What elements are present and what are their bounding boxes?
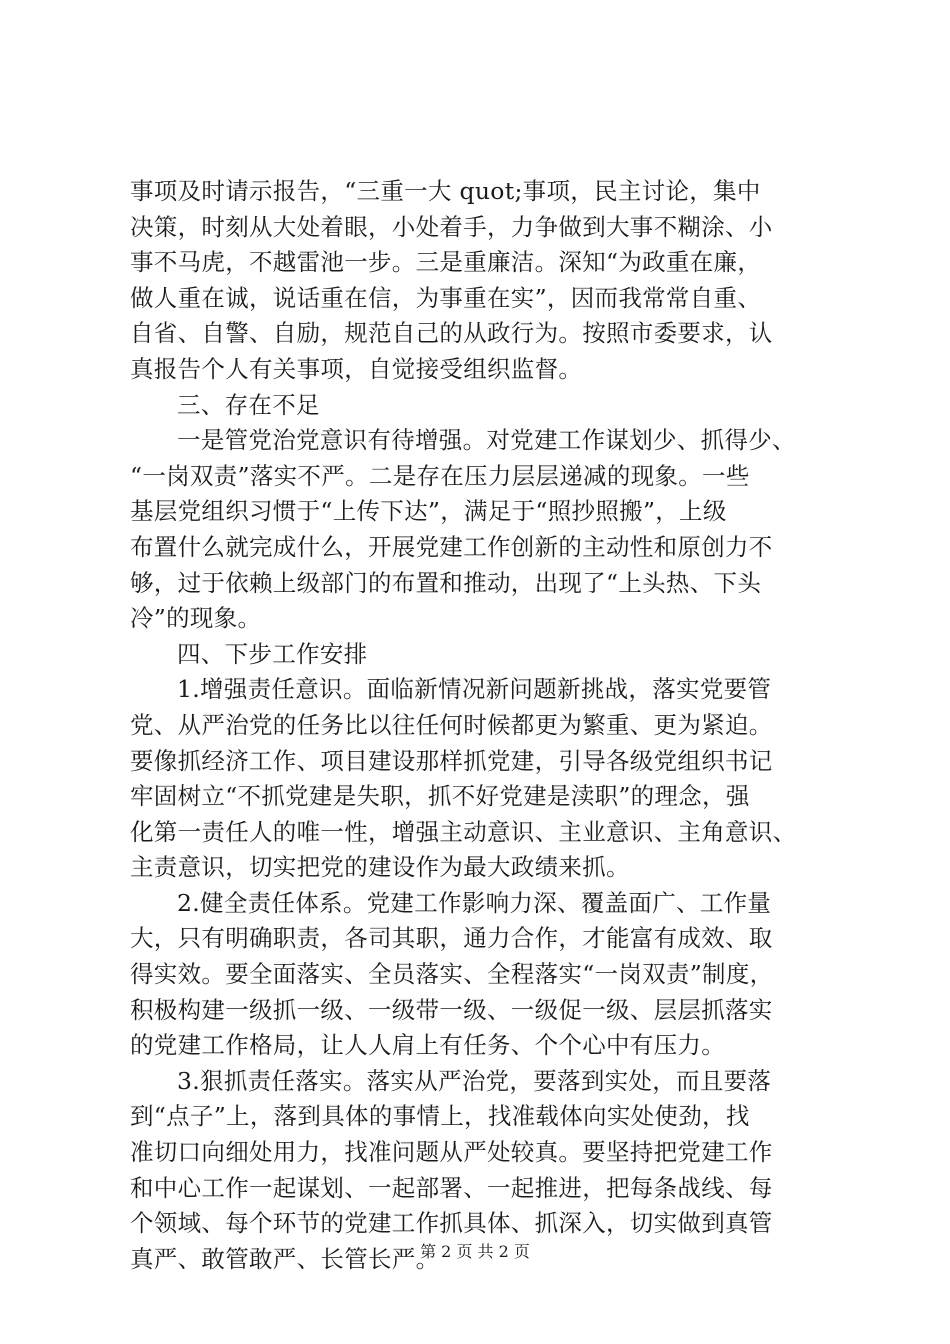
text-line: 决策，时刻从大处着眼，小处着手，力争做到大事不糊涂、小 <box>130 212 773 241</box>
text-line: 的党建工作格局，让人人肩上有任务、个个心中有压力。 <box>130 1031 725 1060</box>
text-line: 基层党组织习惯于“上传下达”，满足于“照抄照搬”，上级 <box>130 497 727 526</box>
text-line: 自省、自警、自励，规范自己的从政行为。按照市委要求，认 <box>130 319 773 348</box>
text-line: 做人重在诚，说话重在信，为事重在实”，因而我常常自重、 <box>130 283 762 312</box>
text-line: 真严、敢管敢严、长管长严。 <box>130 1244 440 1273</box>
text-line: 和中心工作一起谋划、一起部署、一起推进，把每条战线、每 <box>130 1173 773 1202</box>
text-line: 大，只有明确职责，各司其职，通力合作，才能富有成效、取 <box>130 924 773 953</box>
text-line: 要像抓经济工作、项目建设那样抓党建，引导各级党组织书记 <box>130 746 773 775</box>
text-line: 化第一责任人的唯一性，增强主动意识、主业意识、主角意识、 <box>130 817 797 846</box>
text-line: 得实效。要全面落实、全员落实、全程落实“一岗双责”制度， <box>130 960 774 989</box>
paragraph-first-line: 一是管党治党意识有待增强。对党建工作谋划少、抓得少、 <box>177 426 796 455</box>
text-line: “一岗双责”落实不严。二是存在压力层层递减的现象。一些 <box>130 461 750 490</box>
text-line: 冷”的现象。 <box>130 604 262 633</box>
text-line: 到“点子”上，落到具体的事情上，找准载体向实处使劲，找 <box>130 1102 750 1131</box>
text-line: 真报告个人有关事项，自觉接受组织监督。 <box>130 354 583 383</box>
paragraph-first-line: 3.狠抓责任落实。落实从严治党，要落到实处，而且要落 <box>177 1066 772 1095</box>
text-line: 党、从严治党的任务比以往任何时候都更为繁重、更为紧迫。 <box>130 710 773 739</box>
page-footer: 第 2 页 共 2 页 <box>420 1242 530 1261</box>
text-line: 主责意识，切实把党的建设作为最大政绩来抓。 <box>130 853 630 882</box>
text-line: 够，过于依赖上级部门的布置和推动，出现了“上头热、下头 <box>130 568 762 597</box>
text-line: 事项及时请示报告，“三重一大 quot;事项，民主讨论，集中 <box>130 177 761 205</box>
paragraph-first-line: 2.健全责任体系。党建工作影响力深、覆盖面广、工作量 <box>177 888 772 917</box>
paragraph-first-line: 三、存在不足 <box>177 390 320 419</box>
text-line: 布置什么就完成什么，开展党建工作创新的主动性和原创力不 <box>130 532 773 561</box>
paragraph-first-line: 1.增强责任意识。面临新情况新问题新挑战，落实党要管 <box>177 675 772 704</box>
text-line: 事不马虎，不越雷池一步。三是重廉洁。深知“为政重在廉， <box>130 248 762 277</box>
text-line: 准切口向细处用力，找准问题从严处较真。要坚持把党建工作 <box>130 1138 773 1167</box>
text-line: 牢固树立“不抓党建是失职，抓不好党建是渎职”的理念，强 <box>130 782 750 811</box>
text-line: 个领域、每个环节的党建工作抓具体、抓深入，切实做到真管 <box>130 1209 773 1238</box>
document-body <box>130 174 860 1277</box>
paragraph-first-line: 四、下步工作安排 <box>177 639 368 668</box>
text-line: 积极构建一级抓一级、一级带一级、一级促一级、层层抓落实 <box>130 995 773 1024</box>
